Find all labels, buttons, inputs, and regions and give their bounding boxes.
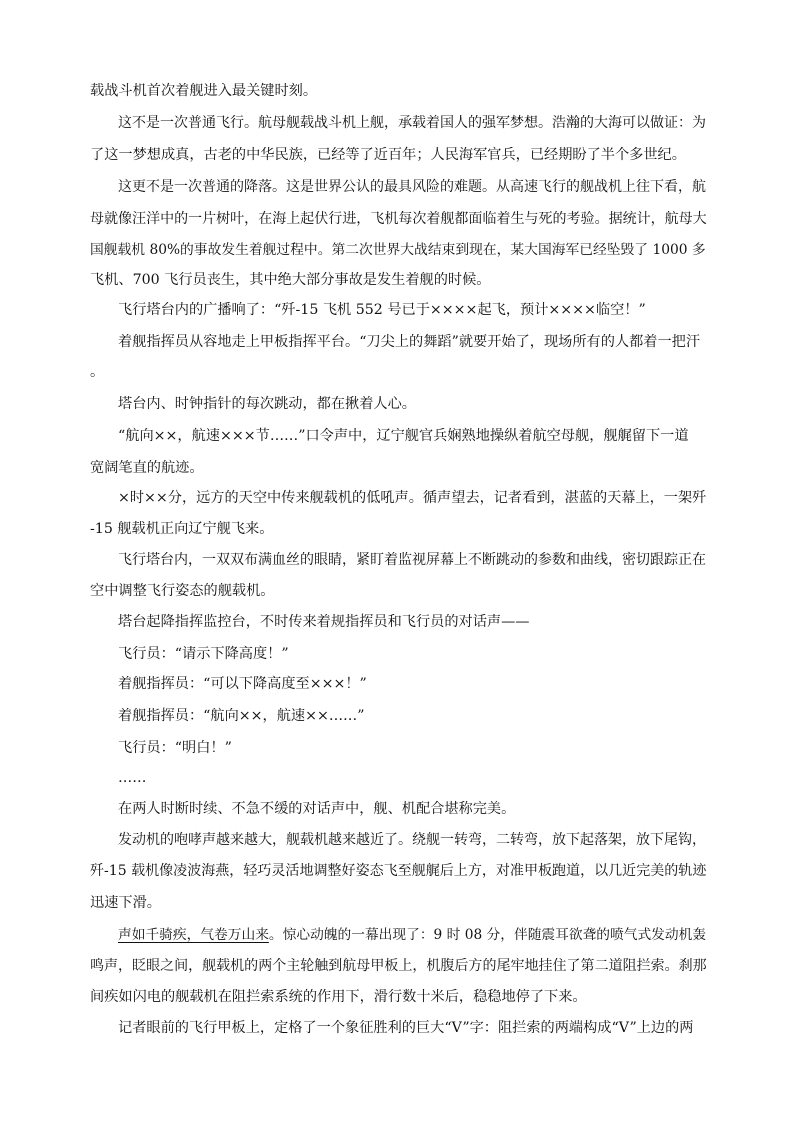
text-line: 载战斗机首次着舰进入最关键时刻。 xyxy=(90,83,318,99)
dialogue-line: 着舰指挥员：“航向××，航速××……” xyxy=(118,708,365,724)
text-line: 飞行塔台内，一双双布满血丝的眼睛，紧盯着监视屏幕上不断跳动的参数和曲线，密切跟踪正在 xyxy=(118,552,706,568)
text-line: 了这一梦想成真，古老的中华民族，已经等了近百年；人民海军官兵，已经期盼了半个多世纪。 xyxy=(90,147,686,163)
text-line: 鸣声，眨眼之间，舰载机的两个主轮触到航母甲板上，机腹后方的尾牢地挂住了第二道阻拦索。刹那 xyxy=(90,958,707,974)
ellipsis-line: …… xyxy=(118,770,147,786)
text-line: 母就像汪洋中的一片树叶，在海上起伏行进，飞机每次着舰都面临着生与死的考验。据统计，航母大 xyxy=(90,211,707,227)
text-line: 记者眼前的飞行甲板上，定格了一个象征胜利的巨大“V”字：阻拦索的两端构成“V”上边的两 xyxy=(118,1020,694,1036)
text-line: “航向××，航速×××节……”口令声中，辽宁舰官兵娴熟地操纵着航空母舰，舰艉留下一道 xyxy=(118,428,689,444)
text-line: 迅速下滑。 xyxy=(90,895,161,911)
text-line: -15 舰载机正向辽宁舰飞来。 xyxy=(90,521,274,537)
text-line: 飞行塔台内的广播响了：“歼-15 飞机 552 号已于××××起飞，预计××××临空！” xyxy=(118,302,646,318)
text-line: 塔台内、时钟指针的每次跳动，都在揪着人心。 xyxy=(118,396,416,412)
text-line: 在两人时断时续、不急不缓的对话声中，舰、机配合堪称完美。 xyxy=(118,801,516,817)
text-line: 飞机、700 飞行员丧生，其中绝大部分事故是发生着舰的时候。 xyxy=(90,272,491,288)
text-line: 发动机的咆哮声越来越大，舰载机越来越近了。绕舰一转弯，二转弯，放下起落架，放下尾钩， xyxy=(118,832,706,848)
text-line: 宽阔笔直的航迹。 xyxy=(90,460,204,476)
text-line: 塔台起降指挥监控台，不时传来着规指挥员和飞行员的对话声—— xyxy=(118,614,530,630)
text-line: 这不是一次普通飞行。航母舰载战斗机上舰，承载着国人的强军梦想。浩瀚的大海可以做证：为 xyxy=(118,115,706,131)
text-line: 着舰指挥员从容地走上甲板指挥平台。“刀尖上的舞蹈”就要开始了，现场所有的人都着一把汗 xyxy=(118,334,701,350)
text-line: 歼-15 载机像凌波海燕，轻巧灵活地调整好姿态飞至舰艉后上方，对准甲板跑道，以几近完美的轨迹 xyxy=(90,863,707,879)
text-line: 空中调整飞行姿态的舰载机。 xyxy=(90,583,275,599)
text-line xyxy=(118,925,706,945)
text-line: 国舰载机 80%的事故发生着舰过程中。第二次世界大战结束到现在，某大国海军已经坠毁了 1000 多 xyxy=(90,242,706,258)
text-line-rest: 。惊心动魄的一幕出现了：9 时 08 分，伴随震耳欲聋的喷气式发动机轰 xyxy=(268,927,707,943)
text-line: 这更不是一次普通的降落。这是世界公认的最具风险的难题。从高速飞行的舰战机上往下看，航 xyxy=(118,179,706,195)
text-line: ×时××分，远方的天空中传来舰载机的低吼声。循声望去，记者看到，湛蓝的天幕上，一架歼 xyxy=(118,490,707,506)
underlined-phrase: 声如千骑疾，气卷万山来 xyxy=(118,927,269,943)
text-line: 间疾如闪电的舰载机在阻拦索系统的作用下，滑行数十米后，稳稳地停了下来。 xyxy=(90,989,587,1005)
dialogue-line: 着舰指挥员：“可以下降高度至×××！” xyxy=(118,676,367,692)
text-line: 。 xyxy=(90,364,105,380)
dialogue-line: 飞行员：“明白！” xyxy=(118,740,232,756)
dialogue-line: 飞行员：“请示下降高度！” xyxy=(118,646,289,662)
